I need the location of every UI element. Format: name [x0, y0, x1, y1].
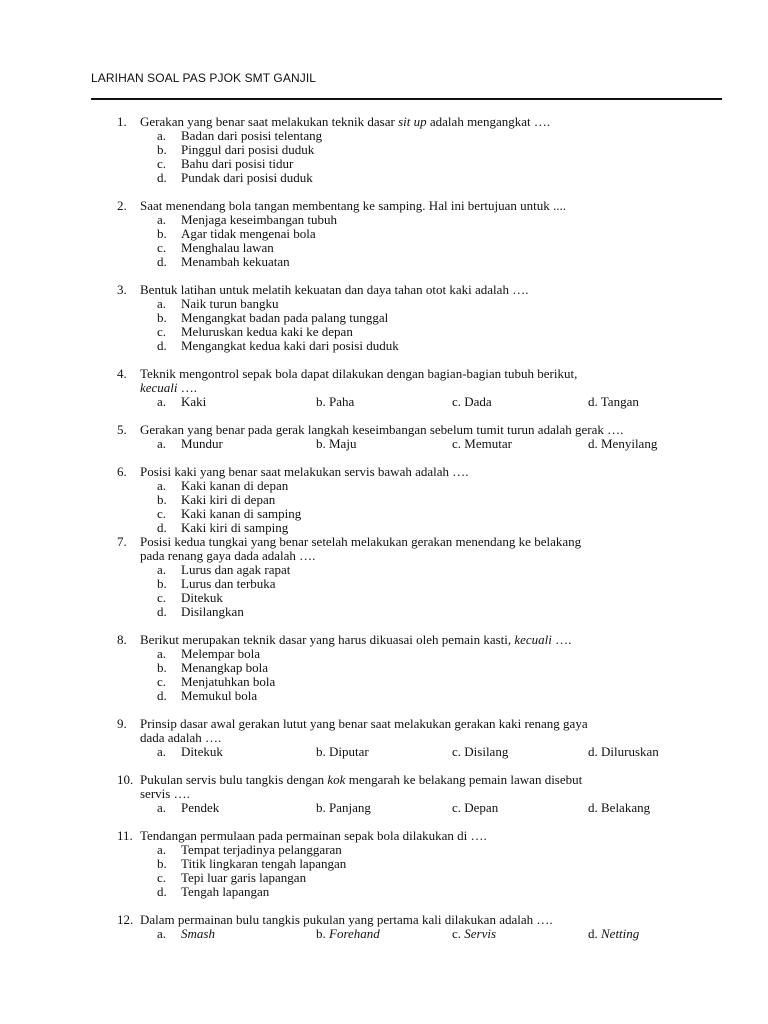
question-9	[0, 717, 768, 759]
option-d: d. Tengah lapangan	[157, 884, 270, 899]
option-c: c. Menghalau lawan	[157, 240, 274, 255]
question-text: Gerakan yang benar saat melakukan teknik dasar sit up adalah mengangkat ….	[140, 114, 551, 129]
option-a-letter: a.	[157, 926, 167, 941]
options-row	[0, 437, 768, 451]
options-row	[0, 395, 768, 409]
option-a: a. Menjaga keseimbangan tubuh	[157, 212, 337, 227]
question-number: 10.	[117, 772, 134, 787]
option-c: c. Kaki kanan di samping	[157, 506, 302, 521]
option-c: c. Menjatuhkan bola	[157, 674, 276, 689]
question-2	[0, 199, 768, 269]
question-7	[0, 535, 768, 619]
option-a-letter: a.	[157, 394, 167, 409]
question-text-continued: dada adalah ….	[140, 730, 222, 745]
option-b: b. Forehand	[316, 926, 380, 941]
question-number: 11.	[117, 828, 133, 843]
option-a: a. Kaki kanan di depan	[157, 478, 289, 493]
option-b: b. Paha	[316, 394, 355, 409]
question-text: Bentuk latihan untuk melatih kekuatan dan daya tahan otot kaki adalah ….	[140, 282, 529, 297]
option-a: a. Tempat terjadinya pelanggaran	[157, 842, 342, 857]
option-b: b. Lurus dan terbuka	[157, 576, 276, 591]
question-5	[0, 423, 768, 451]
question-3	[0, 283, 768, 353]
option-c: c. Dada	[452, 394, 492, 409]
option-a-letter: a.	[157, 436, 167, 451]
option-b: b. Kaki kiri di depan	[157, 492, 276, 507]
option-d: d. Disilangkan	[157, 604, 244, 619]
question-text: Tendangan permulaan pada permainan sepak bola dilakukan di ….	[140, 828, 487, 843]
question-number: 12.	[117, 912, 134, 927]
option-a: a. Lurus dan agak rapat	[157, 562, 291, 577]
question-text: Posisi kedua tungkai yang benar setelah melakukan gerakan menendang ke belakang	[140, 534, 582, 549]
option-a-letter: a.	[157, 744, 167, 759]
question-text: Gerakan yang benar pada gerak langkah keseimbangan sebelum tumit turun adalah gerak ….	[140, 422, 624, 437]
option-c: c. Bahu dari posisi tidur	[157, 156, 294, 171]
header-rule	[91, 98, 722, 100]
option-a: Smash	[181, 926, 215, 941]
question-number: 7.	[117, 534, 127, 549]
option-d: d. Belakang	[588, 800, 651, 815]
question-4	[0, 367, 768, 409]
options-row	[0, 801, 768, 815]
option-a: a. Melempar bola	[157, 646, 261, 661]
option-d: d. Kaki kiri di samping	[157, 520, 289, 535]
options-row	[0, 745, 768, 759]
option-a: Pendek	[181, 800, 220, 815]
option-d: d. Diluruskan	[588, 744, 659, 759]
question-text: Berikut merupakan teknik dasar yang harus dikuasai oleh pemain kasti, kecuali ….	[140, 632, 572, 647]
option-c: c. Ditekuk	[157, 590, 223, 605]
option-d: d. Menambah kekuatan	[157, 254, 290, 269]
document-header: LARIHAN SOAL PAS PJOK SMT GANJIL	[91, 71, 317, 85]
question-12	[0, 913, 768, 941]
option-a: a. Badan dari posisi telentang	[157, 128, 323, 143]
question-text: Teknik mengontrol sepak bola dapat dilakukan dengan bagian-bagian tubuh berikut,	[140, 366, 578, 381]
option-a-letter: a.	[157, 800, 167, 815]
option-b: b. Pinggul dari posisi duduk	[157, 142, 315, 157]
option-a: Kaki	[181, 394, 207, 409]
options-row	[0, 927, 768, 941]
option-b: b. Maju	[316, 436, 357, 451]
question-1	[0, 115, 768, 185]
question-number: 8.	[117, 632, 127, 647]
option-d: d. Memukul bola	[157, 688, 258, 703]
option-b: b. Menangkap bola	[157, 660, 269, 675]
option-b: b. Mengangkat badan pada palang tunggal	[157, 310, 389, 325]
question-text: Pukulan servis bulu tangkis dengan kok mengarah ke belakang pemain lawan disebut	[140, 772, 583, 787]
option-a: Mundur	[181, 436, 223, 451]
option-d: d. Tangan	[588, 394, 639, 409]
question-10	[0, 773, 768, 815]
option-b: b. Titik lingkaran tengah lapangan	[157, 856, 347, 871]
question-text: Prinsip dasar awal gerakan lutut yang benar saat melakukan gerakan kaki renang gaya	[140, 716, 588, 731]
option-c: c. Meluruskan kedua kaki ke depan	[157, 324, 353, 339]
question-6	[0, 465, 768, 535]
option-b: b. Panjang	[316, 800, 371, 815]
question-number: 6.	[117, 464, 127, 479]
option-a: a. Naik turun bangku	[157, 296, 279, 311]
option-b: b. Agar tidak mengenai bola	[157, 226, 316, 241]
option-d: d. Mengangkat kedua kaki dari posisi duduk	[157, 338, 399, 353]
question-text-continued: pada renang gaya dada adalah ….	[140, 548, 316, 563]
question-text-continued: kecuali ….	[140, 380, 198, 395]
question-8	[0, 633, 768, 703]
option-c: c. Disilang	[452, 744, 509, 759]
question-text: Dalam permainan bulu tangkis pukulan yang pertama kali dilakukan adalah ….	[140, 912, 553, 927]
question-text: Posisi kaki yang benar saat melakukan servis bawah adalah ….	[140, 464, 469, 479]
option-d: d. Netting	[588, 926, 640, 941]
option-c: c. Servis	[452, 926, 497, 941]
question-number: 3.	[117, 282, 127, 297]
question-number: 9.	[117, 716, 127, 731]
question-11	[0, 829, 768, 899]
option-a: Ditekuk	[181, 744, 223, 759]
option-d: d. Menyilang	[588, 436, 658, 451]
option-d: d. Pundak dari posisi duduk	[157, 170, 313, 185]
question-number: 4.	[117, 366, 127, 381]
question-number: 1.	[117, 114, 127, 129]
question-text-continued: servis ….	[140, 786, 190, 801]
option-b: b. Diputar	[316, 744, 369, 759]
question-text: Saat menendang bola tangan membentang ke samping. Hal ini bertujuan untuk ....	[140, 198, 567, 213]
option-c: c. Memutar	[452, 436, 512, 451]
question-number: 5.	[117, 422, 127, 437]
question-number: 2.	[117, 198, 127, 213]
option-c: c. Depan	[452, 800, 499, 815]
option-c: c. Tepi luar garis lapangan	[157, 870, 307, 885]
